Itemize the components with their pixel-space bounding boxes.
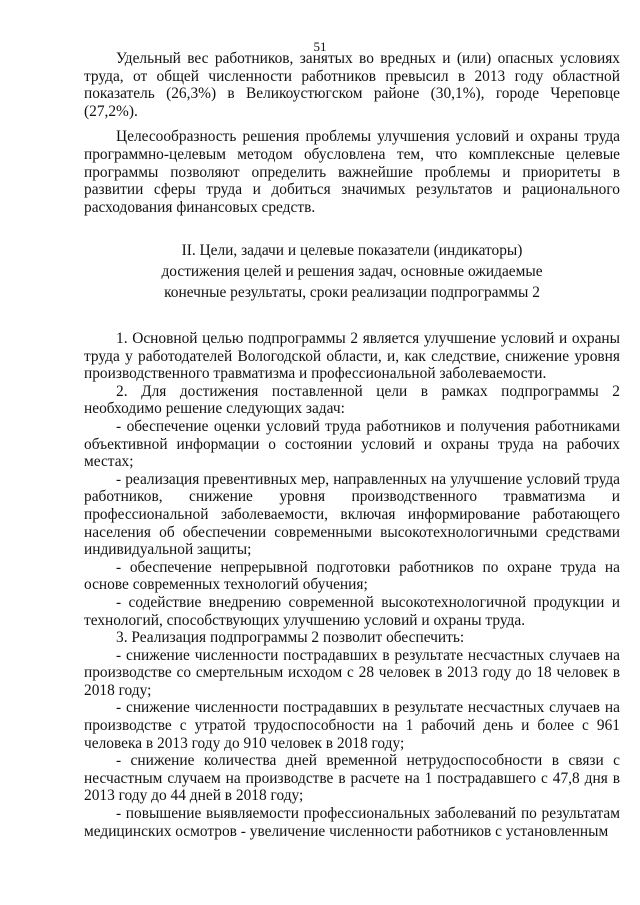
heading-line: достижения целей и решения задач, основные ожидаемые xyxy=(161,263,543,280)
task-item: - содействие внедрению современной высокотехнологичной продукции и технологий, способствующих улучшению условий и охраны труда. xyxy=(84,593,620,629)
task-item: - обеспечение оценки условий труда работников и получения работниками объективной информации о состоянии условий и охраны труда на рабочих местах; xyxy=(84,417,620,471)
body-block xyxy=(84,330,620,840)
page-number: 51 xyxy=(313,39,327,54)
body-paragraph: 3. Реализация подпрограммы 2 позволит обеспечить: xyxy=(116,629,465,647)
intro-paragraph: Удельный вес работников, занятых во вредных и (или) опасных условиях труда, от общей численности работников превысил в 2013 году областной показатель (26,3%) в Великоустюгском районе (30,1%), городе Череповце (27,2%). xyxy=(84,50,620,120)
result-item: - снижение численности пострадавших в результате несчастных случаев на производстве с утратой трудоспособности на 1 рабочий день и более с 961 человека в 2013 году до 910 человек в 2018 году; xyxy=(84,699,620,752)
heading-line: II. Цели, задачи и целевые показатели (индикаторы) xyxy=(181,242,523,259)
task-item: - реализация превентивных мер, направленных на улучшение условий труда работников, снижение уровня производственного травматизма и профессиональной заболеваемости, включая информирование работающего населения об обеспечении современными высокотехнологичными средствами индивидуальной защиты; xyxy=(84,470,620,559)
result-item: - снижение численности пострадавших в результате несчастных случаев на производстве со смертельным исходом с 28 человек в 2013 году до 18 человек в 2018 году; xyxy=(84,646,620,699)
section-heading xyxy=(84,240,620,303)
body-paragraph: 2. Для достижения поставленной цели в рамках подпрограммы 2 необходимо решение следующих задач: xyxy=(84,382,620,418)
result-item: - повышение выявляемости профессиональных заболеваний по результатам медицинских осмотров - увеличение численности работников с установленным xyxy=(84,805,620,840)
intro-block xyxy=(84,50,620,216)
intro-paragraph: Целесообразность решения проблемы улучшения условий и охраны труда программно-целевым методом обусловлена тем, что комплексные целевые программы позволяют определить важнейшие проблемы и приоритеты в развитии сферы труда и добиться значимых результатов и рационального расходования финансовых средств. xyxy=(84,128,620,216)
result-item: - снижение количества дней временной нетрудоспособности в связи с несчастным случаем на производстве в расчете на 1 пострадавшего с 47,8 дня в 2013 году до 44 дней в 2018 году; xyxy=(84,752,620,805)
heading-line: конечные результаты, сроки реализации подпрограммы 2 xyxy=(164,284,540,301)
body-paragraph: 1. Основной целью подпрограммы 2 является улучшение условий и охраны труда у работодателей Вологодской области, и, как следствие, снижение уровня производственного травматизма и профессиональной заболеваемости. xyxy=(84,330,620,383)
task-item: - обеспечение непрерывной подготовки работников по охране труда на основе современных технологий обучения; xyxy=(84,558,620,594)
